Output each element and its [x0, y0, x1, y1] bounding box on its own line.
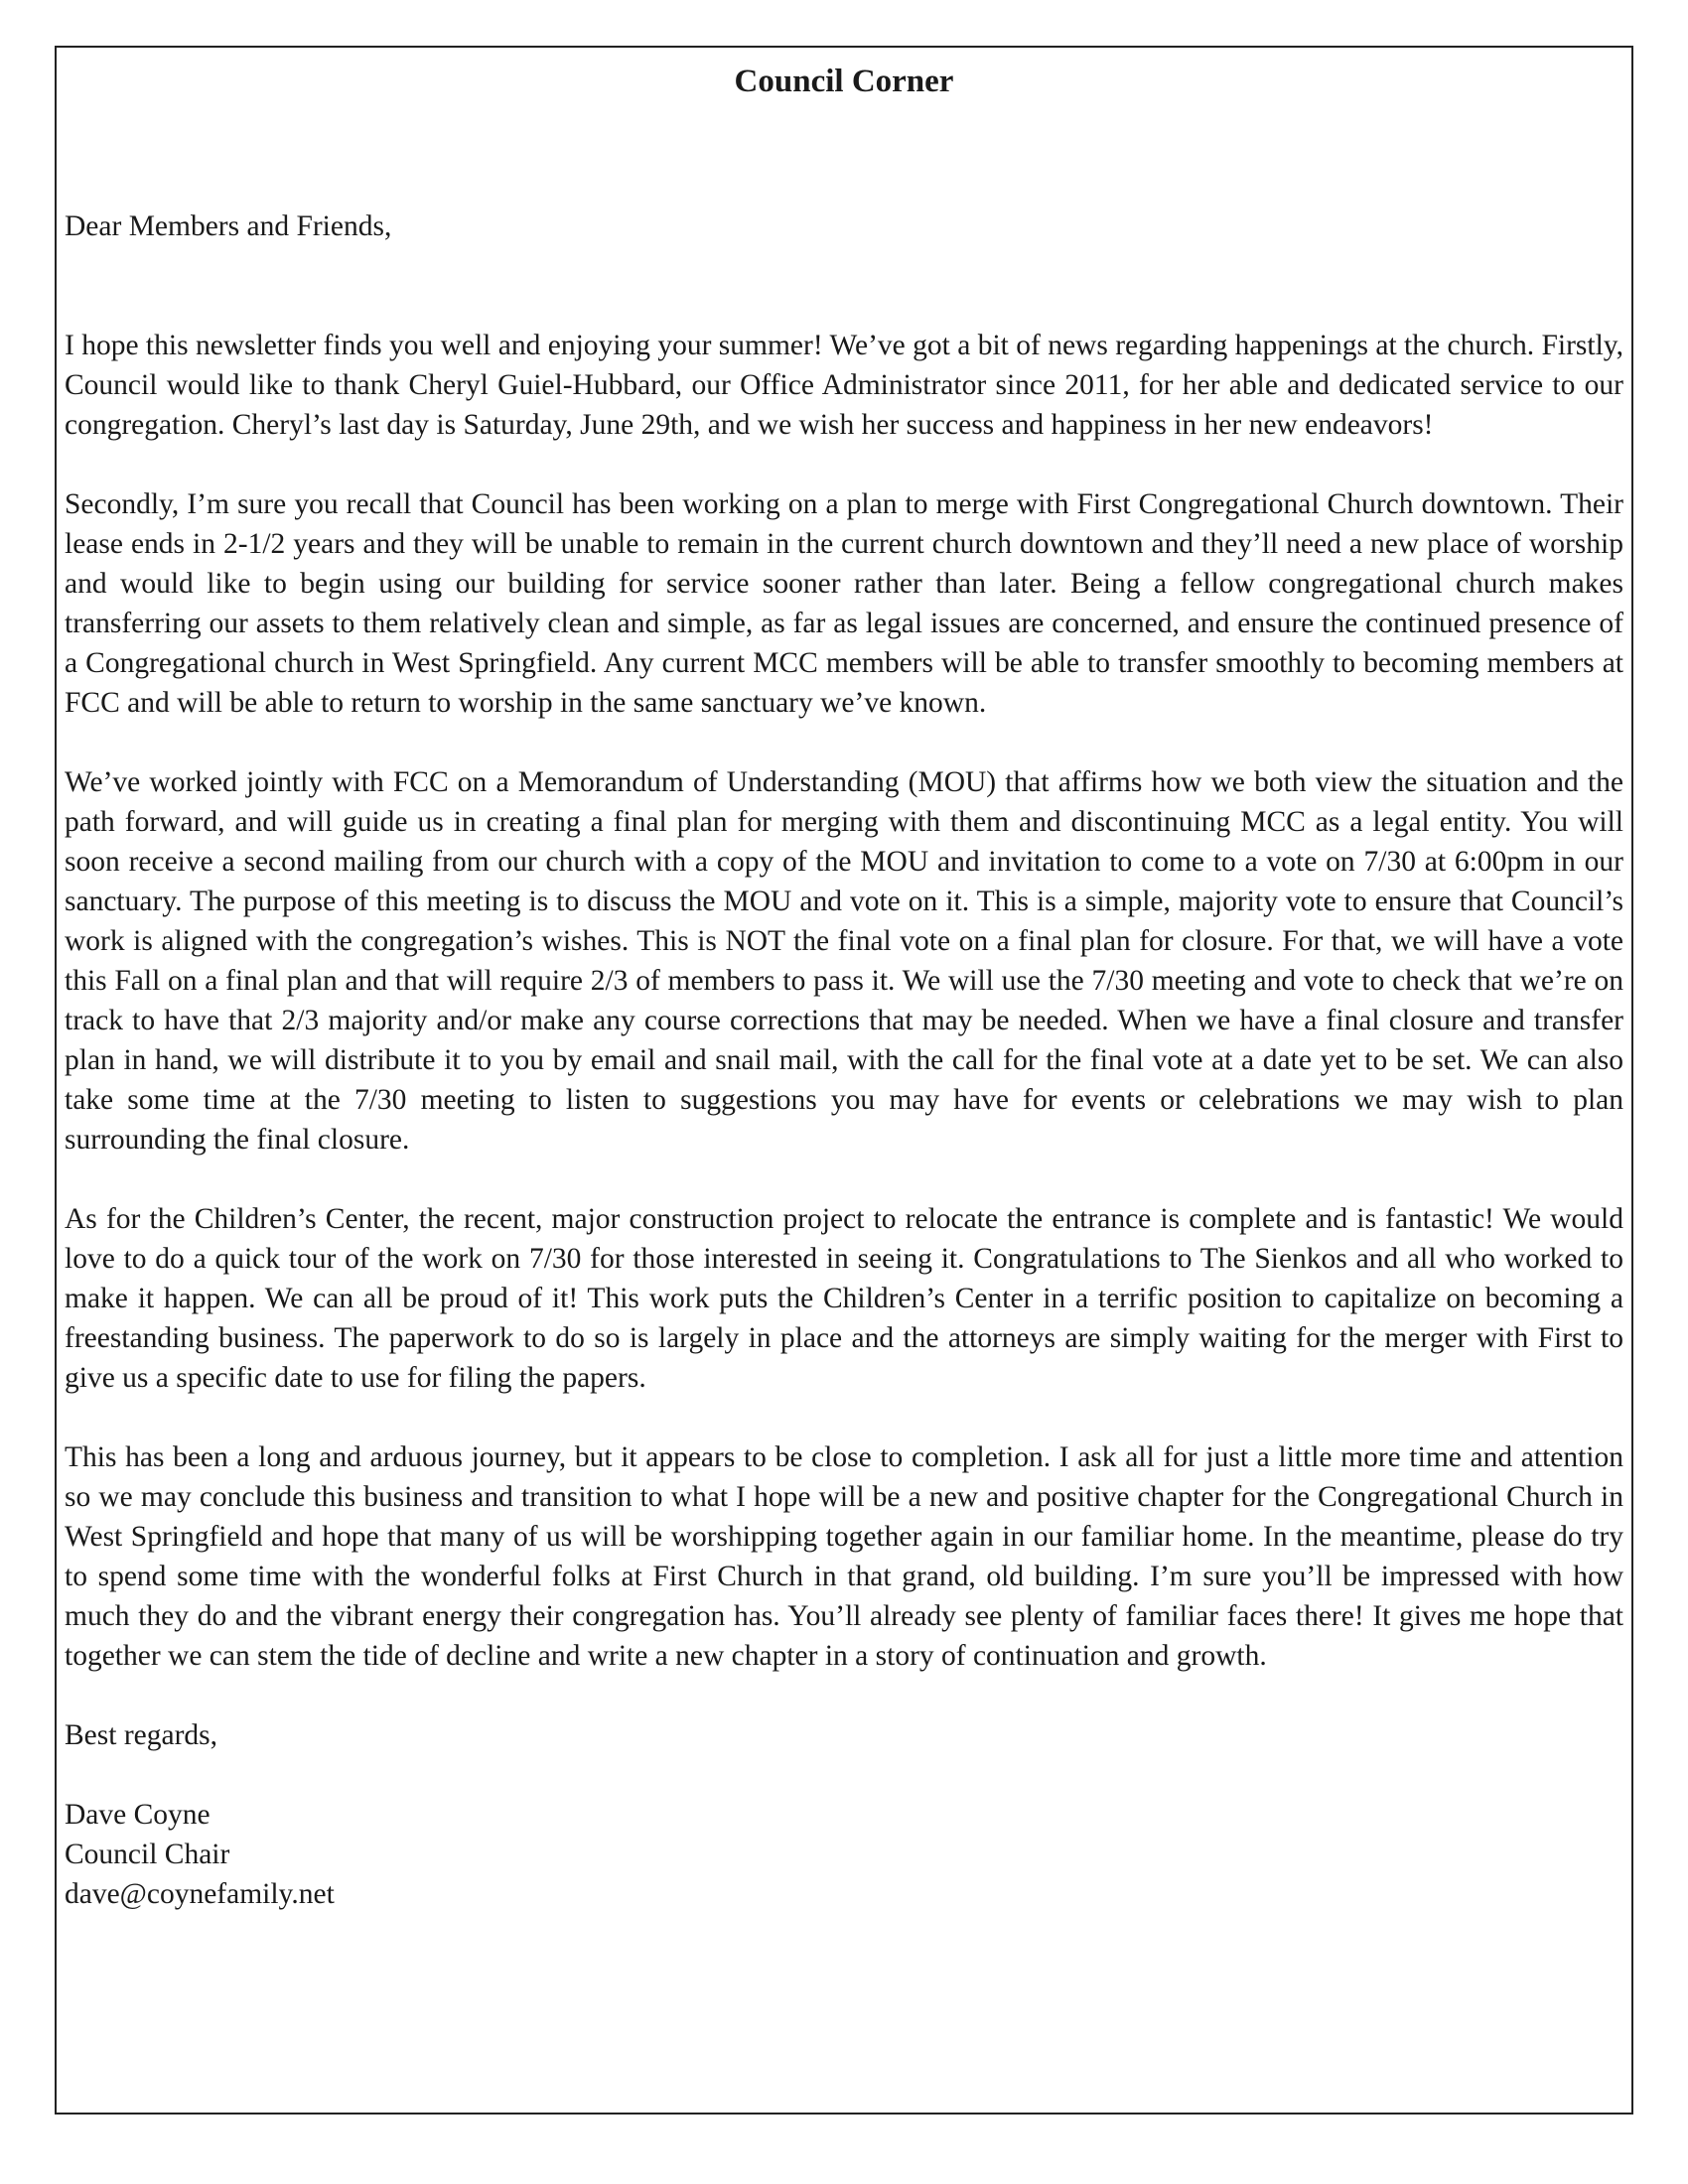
page-title: Council Corner [734, 64, 954, 99]
council-corner-box [55, 46, 1633, 2115]
closing: Best regards, [65, 1719, 218, 1751]
paragraph-mou: We’ve worked jointly with FCC on a Memorandum of Understanding (MOU) that affirms how we both view the situation and the path forward, and will guide us in creating a final plan for merging with them and discontinuing MCC as a legal entity. You will soon receive a second mailing from our church with a copy of the MOU and invitation to come to a vote on 7/30 at 6:00pm in our sanctuary. The purpose of this meeting is to discuss the MOU and vote on it. This is a simple, majority vote to ensure that Council’s work is aligned with the congregation’s wishes. This is NOT the final vote on a final plan for closure. For that, we will have a vote this Fall on a final plan and that will require 2/3 of members to pass it. We will use the 7/30 meeting and vote to check that we’re on track to have that 2/3 majority and/or make any course corrections that may be needed. When we have a final closure and transfer plan in hand, we will distribute it to you by email and snail mail, with the call for the final vote at a date yet to be set. We can also take some time at the 7/30 meeting to listen to suggestions you may have for events or celebrations we may wish to plan surrounding the final closure. [65, 766, 1623, 1156]
paragraph-intro: I hope this newsletter finds you well and enjoying your summer! We’ve got a bit of news regarding happenings at the church. Firstly, Council would like to thank Cheryl Guiel-Hubbard, our Office Administrator since 2011, for her able and dedicated service to our congregation. Cheryl’s last day is Saturday, June 29th, and we wish her success and happiness in her new endeavors! [65, 330, 1623, 441]
paragraph-childrens-center: As for the Children’s Center, the recent, major construction project to relocate the entrance is complete and is fantastic! We would love to do a quick tour of the work on 7/30 for those interested in seeing it. Congratulations to The Sienkos and all who worked to make it happen. We can all be proud of it! This work puts the Children’s Center in a terrific position to capitalize on becoming a freestanding business. The paperwork to do so is largely in place and the attorneys are simply waiting for the merger with First to give us a specific date to use for filing the papers. [65, 1203, 1623, 1394]
paragraph-merger: Secondly, I’m sure you recall that Council has been working on a plan to merge with First Congregational Church downtown. Their lease ends in 2-1/2 years and they will be unable to remain in the current church downtown and they’ll need a new place of worship and would like to begin using our building for service sooner rather than later. Being a fellow congregational church makes transferring our assets to them relatively clean and simple, as far as legal issues are concerned, and ensure the continued presence of a Congregational church in West Springfield. Any current MCC members will be able to transfer smoothly to becoming members at FCC and will be able to return to worship in the same sanctuary we’ve known. [65, 488, 1623, 719]
paragraph-conclusion: This has been a long and arduous journey, but it appears to be close to completion. I ask all for just a little more time and attention so we may conclude this business and transition to what I hope will be a new and positive chapter for the Congregational Church in West Springfield and hope that many of us will be worshipping together again in our familiar home. In the meantime, please do try to spend some time with the wonderful folks at First Church in that grand, old building. I’m sure you’ll be impressed with how much they do and the vibrant energy their congregation has. You’ll already see plenty of familiar faces there! It gives me hope that together we can stem the tide of decline and write a new chapter in a story of continuation and growth. [65, 1441, 1623, 1672]
signature-email[interactable]: dave@coynefamily.net [65, 1878, 335, 1910]
signature-name: Dave Coyne [65, 1799, 211, 1831]
salutation: Dear Members and Friends, [65, 210, 392, 242]
signature-role: Council Chair [65, 1839, 230, 1870]
letter-body [65, 206, 1623, 1914]
